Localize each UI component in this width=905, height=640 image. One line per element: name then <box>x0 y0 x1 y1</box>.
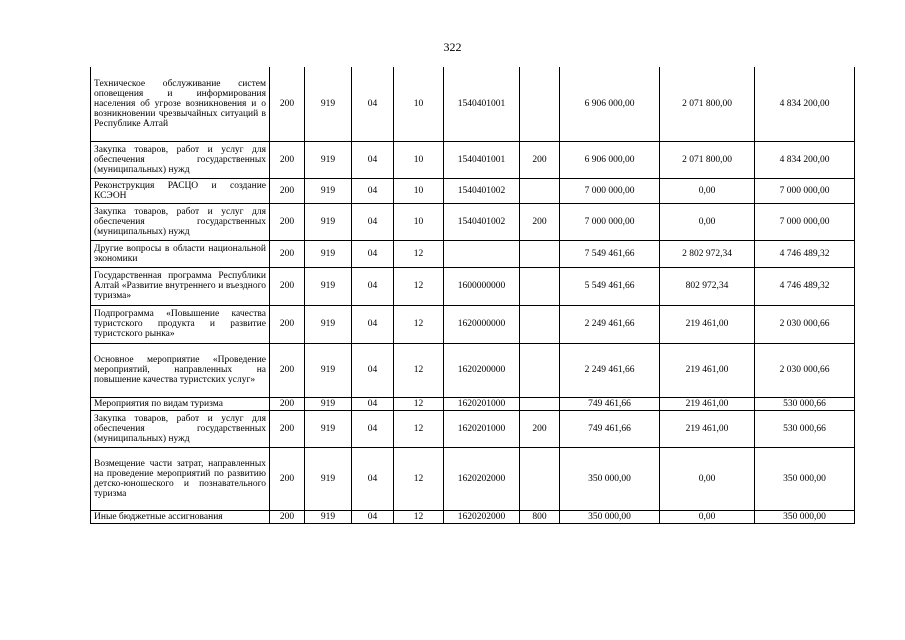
row-name: Иные бюджетные ассигнования <box>91 510 270 523</box>
cell-c4: 12 <box>394 447 444 510</box>
cell-c2: 919 <box>305 267 352 305</box>
cell-c1: 200 <box>270 397 305 410</box>
cell-v1: 7 549 461,66 <box>560 240 660 267</box>
row-name: Закупка товаров, работ и услуг для обеспечения государственных (муниципальных) нужд <box>91 203 270 240</box>
table-row <box>91 203 855 240</box>
cell-v1: 350 000,00 <box>560 447 660 510</box>
cell-c3: 04 <box>352 67 394 141</box>
cell-code: 1540401001 <box>444 141 520 178</box>
row-name: Государственная программа Республики Алтай «Развитие внутреннего и въездного туризма» <box>91 267 270 305</box>
cell-c1: 200 <box>270 141 305 178</box>
cell-v2: 0,00 <box>660 447 755 510</box>
cell-c4: 12 <box>394 510 444 523</box>
cell-code: 1620000000 <box>444 305 520 343</box>
cell-v1: 7 000 000,00 <box>560 203 660 240</box>
row-name: Возмещение части затрат, направленных на проведение мероприятий по развитию детско-юношеского и познавательного туризма <box>91 447 270 510</box>
cell-v2: 219 461,00 <box>660 397 755 410</box>
row-name: Подпрограмма «Повышение качества туристского продукта и развитие туристского рынка» <box>91 305 270 343</box>
table-row <box>91 305 855 343</box>
cell-c4: 12 <box>394 240 444 267</box>
cell-c1: 200 <box>270 305 305 343</box>
cell-c1: 200 <box>270 67 305 141</box>
row-name: Реконструкция РАСЦО и создание КСЭОН <box>91 178 270 203</box>
cell-c2: 919 <box>305 305 352 343</box>
cell-c1: 200 <box>270 343 305 397</box>
cell-c4: 12 <box>394 343 444 397</box>
cell-c2: 919 <box>305 240 352 267</box>
table-body <box>91 67 855 523</box>
cell-v3: 350 000,00 <box>755 447 855 510</box>
cell-v3: 4 746 489,32 <box>755 267 855 305</box>
cell-c4: 10 <box>394 67 444 141</box>
cell-c4: 10 <box>394 178 444 203</box>
cell-vr: 200 <box>520 203 560 240</box>
table-row <box>91 510 855 523</box>
cell-c4: 12 <box>394 305 444 343</box>
cell-c2: 919 <box>305 447 352 510</box>
cell-vr <box>520 447 560 510</box>
cell-v2: 802 972,34 <box>660 267 755 305</box>
cell-code: 1620202000 <box>444 447 520 510</box>
cell-c2: 919 <box>305 178 352 203</box>
cell-c4: 12 <box>394 397 444 410</box>
row-name: Закупка товаров, работ и услуг для обеспечения государственных (муниципальных) нужд <box>91 410 270 447</box>
cell-c2: 919 <box>305 203 352 240</box>
cell-v3: 4 834 200,00 <box>755 141 855 178</box>
cell-vr: 800 <box>520 510 560 523</box>
cell-c3: 04 <box>352 447 394 510</box>
cell-v1: 6 906 000,00 <box>560 67 660 141</box>
cell-c3: 04 <box>352 397 394 410</box>
cell-v2: 2 071 800,00 <box>660 67 755 141</box>
cell-v3: 350 000,00 <box>755 510 855 523</box>
cell-code: 1620201000 <box>444 410 520 447</box>
cell-vr <box>520 178 560 203</box>
cell-c2: 919 <box>305 141 352 178</box>
cell-v2: 219 461,00 <box>660 305 755 343</box>
cell-c2: 919 <box>305 510 352 523</box>
cell-code: 1540401001 <box>444 67 520 141</box>
cell-vr <box>520 305 560 343</box>
cell-c4: 10 <box>394 203 444 240</box>
row-name: Мероприятия по видам туризма <box>91 397 270 410</box>
cell-vr <box>520 397 560 410</box>
cell-c4: 10 <box>394 141 444 178</box>
cell-c1: 200 <box>270 178 305 203</box>
cell-c3: 04 <box>352 178 394 203</box>
cell-c3: 04 <box>352 343 394 397</box>
cell-v2: 0,00 <box>660 178 755 203</box>
cell-v1: 350 000,00 <box>560 510 660 523</box>
cell-c3: 04 <box>352 240 394 267</box>
cell-v3: 2 030 000,66 <box>755 305 855 343</box>
cell-v3: 7 000 000,00 <box>755 203 855 240</box>
cell-v2: 0,00 <box>660 510 755 523</box>
cell-code: 1540401002 <box>444 178 520 203</box>
cell-c3: 04 <box>352 141 394 178</box>
cell-c2: 919 <box>305 397 352 410</box>
cell-vr: 200 <box>520 410 560 447</box>
cell-v2: 219 461,00 <box>660 343 755 397</box>
cell-c1: 200 <box>270 447 305 510</box>
cell-v1: 2 249 461,66 <box>560 343 660 397</box>
cell-c3: 04 <box>352 267 394 305</box>
cell-v1: 2 249 461,66 <box>560 305 660 343</box>
cell-v2: 2 802 972,34 <box>660 240 755 267</box>
cell-v2: 2 071 800,00 <box>660 141 755 178</box>
cell-vr <box>520 343 560 397</box>
cell-c4: 12 <box>394 410 444 447</box>
cell-v1: 749 461,66 <box>560 397 660 410</box>
cell-code: 1620201000 <box>444 397 520 410</box>
cell-v3: 4 834 200,00 <box>755 67 855 141</box>
cell-vr <box>520 240 560 267</box>
table-row <box>91 67 855 141</box>
cell-c2: 919 <box>305 67 352 141</box>
table-row <box>91 178 855 203</box>
cell-v1: 749 461,66 <box>560 410 660 447</box>
table-row <box>91 410 855 447</box>
cell-c3: 04 <box>352 203 394 240</box>
cell-c1: 200 <box>270 240 305 267</box>
cell-v1: 7 000 000,00 <box>560 178 660 203</box>
cell-v3: 530 000,66 <box>755 397 855 410</box>
cell-v3: 2 030 000,66 <box>755 343 855 397</box>
table-row <box>91 141 855 178</box>
cell-v3: 530 000,66 <box>755 410 855 447</box>
cell-c1: 200 <box>270 410 305 447</box>
row-name: Другие вопросы в области национальной экономики <box>91 240 270 267</box>
cell-v2: 0,00 <box>660 203 755 240</box>
cell-c4: 12 <box>394 267 444 305</box>
cell-vr: 200 <box>520 141 560 178</box>
cell-code: 1620200000 <box>444 343 520 397</box>
cell-c3: 04 <box>352 410 394 447</box>
cell-v1: 5 549 461,66 <box>560 267 660 305</box>
cell-code: 1600000000 <box>444 267 520 305</box>
cell-c3: 04 <box>352 305 394 343</box>
budget-table <box>90 67 855 524</box>
cell-c3: 04 <box>352 510 394 523</box>
table-row <box>91 267 855 305</box>
cell-c2: 919 <box>305 410 352 447</box>
cell-v3: 7 000 000,00 <box>755 178 855 203</box>
cell-vr <box>520 67 560 141</box>
cell-v1: 6 906 000,00 <box>560 141 660 178</box>
cell-c1: 200 <box>270 267 305 305</box>
cell-code: 1620202000 <box>444 510 520 523</box>
table-row <box>91 343 855 397</box>
page-number: 322 <box>443 40 462 54</box>
cell-vr <box>520 267 560 305</box>
row-name: Закупка товаров, работ и услуг для обеспечения государственных (муниципальных) нужд <box>91 141 270 178</box>
cell-c1: 200 <box>270 510 305 523</box>
cell-c2: 919 <box>305 343 352 397</box>
table-row <box>91 240 855 267</box>
table-row <box>91 447 855 510</box>
row-name: Техническое обслуживание систем оповещения и информирования населения об угрозе возникновения и о возникновении чрезвычайных ситуаций в Республике Алтай <box>91 67 270 141</box>
cell-code <box>444 240 520 267</box>
row-name: Основное мероприятие «Проведение мероприятий, направленных на повышение качества туристских услуг» <box>91 343 270 397</box>
cell-c1: 200 <box>270 203 305 240</box>
cell-v3: 4 746 489,32 <box>755 240 855 267</box>
cell-code: 1540401002 <box>444 203 520 240</box>
cell-v2: 219 461,00 <box>660 410 755 447</box>
table-row <box>91 397 855 410</box>
